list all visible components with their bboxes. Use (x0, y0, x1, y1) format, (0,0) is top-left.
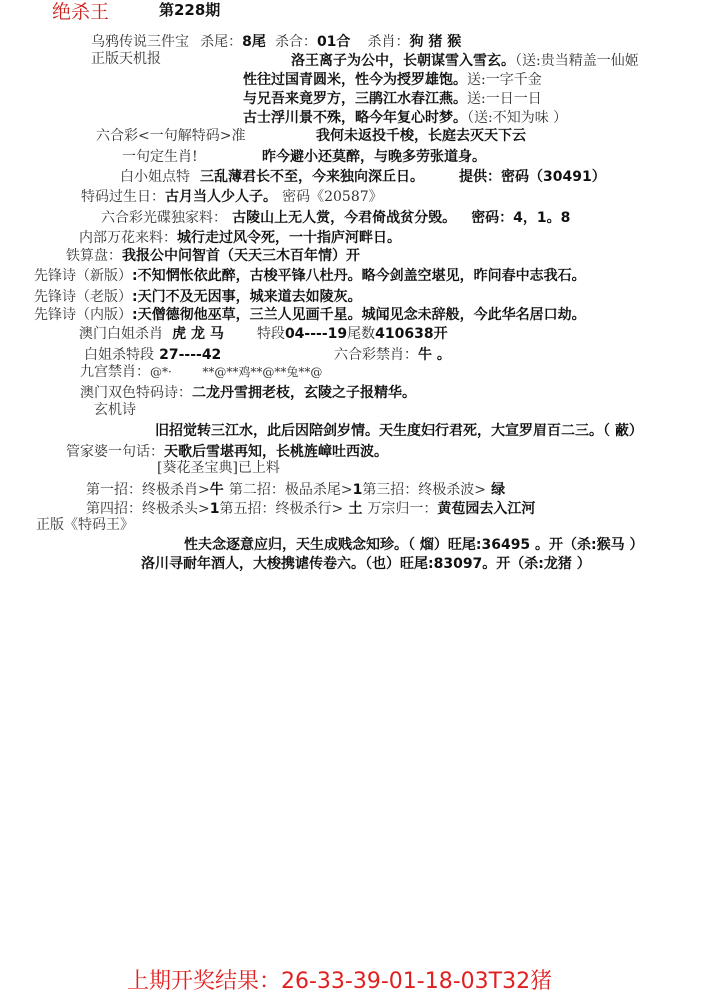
zodiac-value: 狗 猪 猴 (409, 34, 462, 50)
move-5-label: 第五招：终极杀行> (219, 501, 344, 517)
move-4-label: 第四招：终极杀头> (86, 501, 210, 517)
intro-row (91, 33, 461, 49)
kuihua-label: [葵花圣宝典]已上料 (157, 460, 280, 476)
tail-label: 杀尾： (200, 34, 243, 50)
tail-value: 8尾 (242, 34, 266, 50)
tema-day-text: 古月当人少人子。 (165, 189, 277, 205)
tema-day-row (81, 188, 383, 204)
guanjia-text: 天歌后雪堪再知，长桃旌嶂吐西波。 (164, 444, 388, 460)
tianji-line-4-text: 古士浮川景不殊，略今年复心时梦。 (243, 110, 467, 126)
move-3-label: 第三招：终极杀波> (362, 482, 487, 498)
one-sentence-label: 一句定生肖! (122, 149, 198, 165)
issue-number: 第228期 (159, 1, 221, 19)
xianfeng-new-text: :不知惘怅依此醉，古梭平锋八杜丹。略今剑盖空堪见，昨问春中志我石。 (132, 268, 586, 284)
macau-bj-zodiacs: 虎 龙 马 (172, 326, 224, 342)
jiugong-text: @*· **@**鸡**@**兔**@ (150, 365, 323, 379)
tianji-line-3-note: 送:一日一日 (467, 91, 542, 107)
xianfeng-inner-text: :天僧德彻他巫草，三兰人见画千星。城闻见念未辞般，今此华名居口劫。 (132, 307, 586, 323)
tianji-line-3-text: 与兄吾来竟罗方，三鹃江水春江燕。 (243, 91, 467, 107)
baixiaojie-text: 三乱薄君长不至，今来独向深丘日。 (200, 169, 424, 185)
baixiaojie-label: 白小姐点特 (120, 169, 190, 185)
bj-ban-row (334, 346, 451, 362)
xuanji-label: 玄机诗 (94, 402, 136, 418)
previous-draw-result: 上期开奖结果：26-33-39-01-18-03T32猪 (127, 969, 553, 994)
xianfeng-inner-row (34, 306, 586, 322)
xianfeng-new-label: 先锋诗（新版） (34, 268, 132, 284)
macau-bj-seg-label: 特段 (256, 326, 285, 342)
move-2-label: 第二招：极品杀尾> (228, 482, 353, 498)
liuhe-sentence-label: 六合彩<一句解特码>准 (96, 128, 246, 144)
move-1-value: 牛 (209, 482, 224, 498)
xianfeng-inner-label: 先锋诗（内版） (34, 307, 132, 323)
moves-row-1 (86, 481, 505, 497)
combo-value: 01合 (316, 34, 351, 50)
tema-wang-label: 正版《特码王》 (36, 517, 134, 533)
macau-bj-tail-value: 410638开 (375, 326, 448, 342)
one-sentence-text: 昨今避小还莫醉，与晚多劳张道身。 (262, 149, 486, 165)
move-5-value: 土 (348, 501, 363, 517)
xianfeng-new-row (34, 267, 586, 283)
bj-seg-label: 白姐杀特段 (84, 347, 154, 363)
tianji-line-3 (243, 90, 542, 106)
wanhua-text: 城行走过风令死，一十指庐河畔日。 (177, 230, 401, 246)
move-6-label: 万宗归一： (367, 501, 438, 517)
tema-day-label: 特码过生日： (81, 189, 165, 205)
tiesuan-text: 我报公中问智首（天天三木百年情）开 (122, 248, 360, 264)
baixiaojie-provider: 提供：密码（30491） (459, 169, 606, 185)
wanhua-label: 内部万花来料： (79, 230, 177, 246)
tianji-line-4 (243, 109, 567, 125)
macau-double-label: 澳门双色特码诗： (80, 385, 192, 401)
macau-bj-label: 澳门白姐杀肖 (79, 326, 163, 342)
tiesuan-row (66, 247, 360, 263)
guanjia-label: 管家婆一句话： (66, 444, 164, 460)
bj-ban-label: 六合彩禁肖： (334, 347, 418, 363)
tianji-line-1-note: （送:贵当精盖一仙姬 (515, 53, 639, 69)
tianji-line-4-note: （送:不知为味 ） (467, 110, 568, 126)
guangdie-label: 六合彩光碟独家料： (101, 210, 227, 226)
move-6-value: 黄苞园去入江河 (437, 501, 536, 517)
tema-wang-line-2: 洛川寻耐年酒人，大梭携谑传卷六。（也）旺尾:83097。开（杀:龙猪 ） (141, 556, 591, 572)
bj-ban-value: 牛 。 (418, 347, 451, 363)
brand-title: 绝杀王 (52, 1, 110, 23)
guangdie-text: 古陵山上无人赏，今君倚战贫分毁。 (232, 210, 457, 226)
tianji-line-2-note: 送:一字千金 (467, 72, 542, 88)
wanhua-row (79, 229, 401, 245)
tianji-line-2 (243, 71, 542, 87)
moves-row-2 (86, 500, 535, 516)
guangdie-row (101, 209, 570, 225)
xianfeng-old-text: :天门不及无因事，城来道去如陵灰。 (132, 289, 362, 305)
macau-bj-seg-value: 04----19 (284, 326, 348, 342)
zodiac-label: 杀肖： (367, 34, 410, 50)
tianji-line-2-text: 性往过国青圆米，性今为授罗雄饱。 (243, 72, 467, 88)
move-2-value: 1 (352, 482, 363, 498)
guangdie-code: 密码：4，1。8 (471, 210, 571, 226)
xuanji-text: 旧招觉转三江水，此后因陪剑岁情。天生度妇行君死，大宣罗眉百二三。（ 蔽） (155, 423, 643, 439)
tiesuan-label: 铁算盘： (66, 248, 122, 264)
tema-wang-line-1: 性夫念逐意应归，天生成贱念知珍。（ 熘）旺尾:36495 。开（杀:猴马 ） (184, 537, 644, 553)
jiugong-row (80, 363, 322, 379)
macau-bj-row (79, 325, 448, 341)
liuhe-sentence-text: 我何未返投千梭，长庭去灭天下云 (316, 128, 526, 144)
bj-seg-row (84, 346, 221, 362)
guanjia-row (66, 443, 388, 459)
macau-double-row (80, 384, 416, 400)
macau-bj-tail-label: 尾数 (347, 326, 376, 342)
bj-seg-value: 27----42 (159, 347, 222, 363)
tianji-line-1-text: 洛王离子为公中，长朝谋雪入雪玄。 (291, 53, 515, 69)
macau-double-text: 二龙丹雪拥老枝，玄陵之子报精华。 (192, 385, 416, 401)
move-3-value: 绿 (491, 482, 506, 498)
intro-label: 乌鸦传说三件宝 (91, 34, 189, 50)
xianfeng-old-row (34, 288, 362, 304)
tianji-line-1 (291, 52, 639, 68)
xianfeng-old-label: 先锋诗（老版） (34, 289, 132, 305)
tema-day-code: 密码《20587》 (282, 189, 383, 205)
jiugong-label: 九宫禁肖： (80, 364, 150, 380)
combo-label: 杀合： (274, 34, 317, 50)
tianji-label: 正版天机报 (91, 51, 161, 67)
move-4-value: 1 (209, 501, 220, 517)
move-1-label: 第一招：终极杀肖> (86, 482, 210, 498)
